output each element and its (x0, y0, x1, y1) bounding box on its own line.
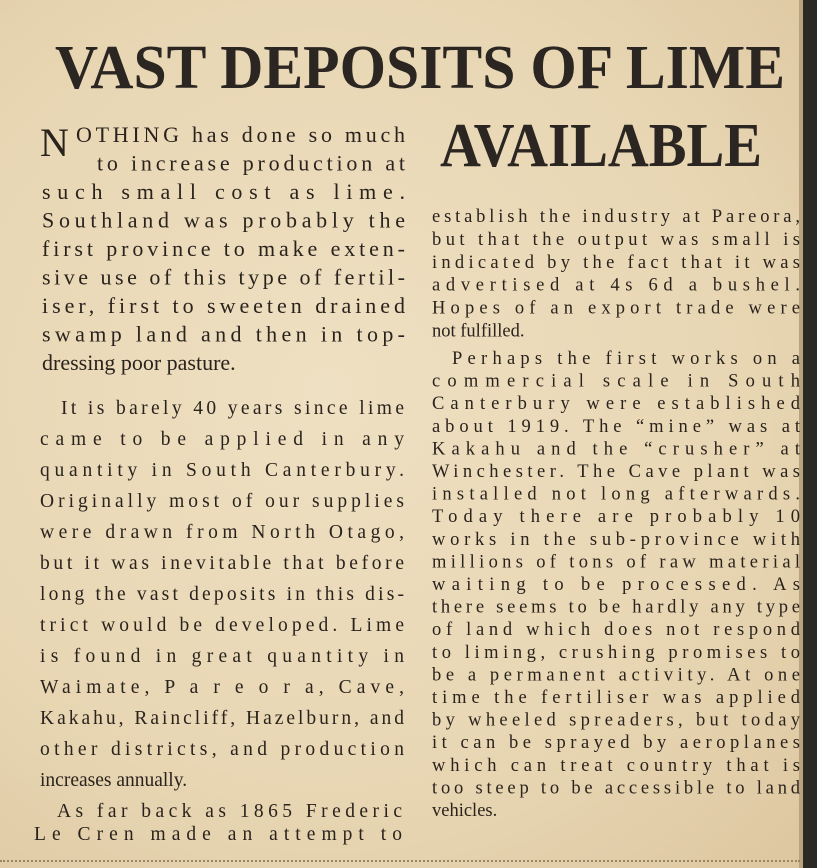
article-text-line: it can be sprayed by aeroplanes (432, 733, 800, 754)
article-text-line: to increase production at (97, 150, 405, 176)
article-text-line: Perhaps the first works on a (452, 349, 800, 369)
article-text-line: to liming, crushing promises to (432, 642, 800, 663)
article-text-line: Winchester. The Cave plant was (432, 462, 800, 482)
article-text-line: Today there are probably 10 (432, 507, 800, 528)
article-text-line: Originally most of our supplies (40, 491, 404, 512)
article-text-line: long the vast deposits in this dis- (40, 584, 404, 605)
article-text-line: commercial scale in South (432, 371, 800, 392)
headline-line-1: VAST DEPOSITS OF LIME (55, 34, 785, 102)
article-text-line: advertised at 4s 6d a bushel. (432, 275, 800, 296)
article-text-line: but that the output was small is (432, 229, 800, 250)
article-text-line: be a permanent activity. At one (432, 665, 800, 686)
article-text-line: waiting to be processed. As (432, 575, 800, 595)
article-text-line: It is barely 40 years since lime (61, 398, 404, 419)
article-text-line: too steep to be accessible to land (432, 778, 801, 799)
article-text-line: Le Cren made an attempt to (34, 824, 402, 845)
article-text-line: millions of tons of raw material (432, 552, 800, 573)
article-text-line: were drawn from North Otago, (40, 522, 405, 543)
article-text-line: time the fertiliser was applied (432, 688, 800, 708)
article-text-line: but it was inevitable that before (40, 553, 404, 574)
article-text-line: is found in great quantity in (40, 646, 404, 667)
article-text-line: vehicles. (432, 801, 498, 821)
article-text-line: about 1919. The “mine” was at (432, 416, 800, 437)
article-text-line: Canterbury were established (432, 394, 800, 415)
article-text-line: came to be applied in any (40, 429, 404, 450)
article-text-line: dressing poor pasture. (42, 350, 236, 375)
article-text-line: Hopes of an export trade were (432, 298, 800, 319)
article-text-line: sive use of this type of fertil- (42, 264, 405, 290)
article-text-line: of land which does not respond (432, 620, 801, 641)
article-text-line: such small cost as lime. (42, 179, 406, 204)
article-text-line: by wheeled spreaders, but today (432, 710, 800, 731)
article-text-line: there seems to be hardly any type (432, 597, 800, 618)
article-text-line: not fulfilled. (432, 321, 525, 342)
article-text-line: which can treat country that is (432, 755, 800, 776)
article-text-line: Kakahu and the “crusher” at (432, 439, 800, 460)
article-text-line: Waimate, P a r e o r a, Cave, (40, 677, 404, 698)
headline-line-2: AVAILABLE (440, 112, 762, 180)
drop-cap: N (40, 120, 69, 165)
article-text-line: establish the industry at Pareora, (432, 207, 800, 227)
article-text-line: trict would be developed. Lime (40, 615, 405, 636)
article-text-line: iser, first to sweeten drained (42, 293, 406, 318)
article-text-line: other districts, and production (40, 739, 404, 760)
article-text-line: installed not long afterwards. (432, 484, 800, 505)
article-body (34, 122, 801, 845)
article-text-line: quantity in South Canterbury. (40, 460, 405, 481)
article-text-line: first province to make exten- (42, 236, 406, 261)
article-text-line: Kakahu, Raincliff, Hazelburn, and (40, 708, 404, 729)
article-text-line: As far back as 1865 Frederic (57, 801, 402, 822)
article-text-line: OTHING has done so much (76, 122, 405, 147)
article-text-line: indicated by the fact that it was (432, 252, 800, 273)
article-text-line: increases annually. (40, 770, 188, 791)
article-text-line: Southland was probably the (42, 207, 405, 233)
article-text-line: works in the sub-province with (432, 529, 800, 550)
article-text-line: swamp land and then in top- (42, 321, 406, 347)
